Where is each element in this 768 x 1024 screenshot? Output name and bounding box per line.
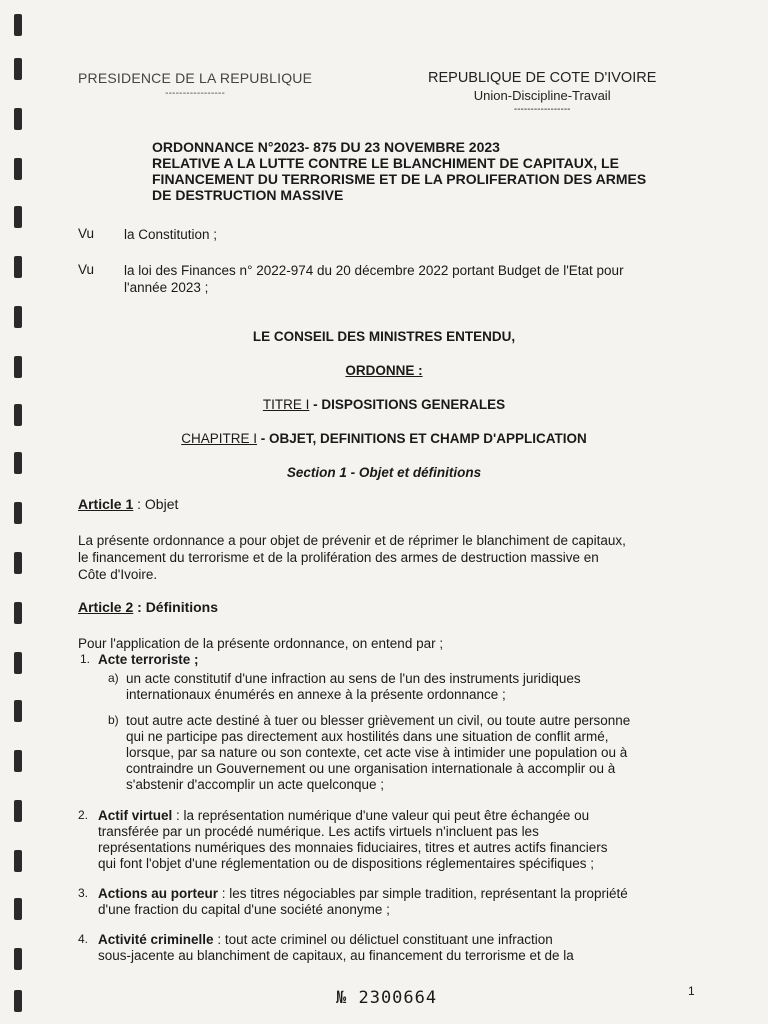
item-line: représentations numériques des monnaies fiduciaires, titres et autres actifs financiers bbox=[98, 840, 608, 855]
article-1-line: Côte d'Ivoire. bbox=[78, 567, 158, 582]
subitem-line: un acte constitutif d'une infraction au sens de l'un des instruments juridiques bbox=[126, 671, 581, 686]
item-line: qui font l'objet d'une réglementation ou de dispositions réglementaires spécifiques ; bbox=[98, 856, 594, 871]
item-line: d'une fraction du capital d'une société anonyme ; bbox=[98, 902, 390, 917]
chapitre-label: CHAPITRE I bbox=[181, 431, 258, 446]
title-line: RELATIVE A LA LUTTE CONTRE LE BLANCHIMENT DE CAPITAUX, LE bbox=[152, 155, 619, 171]
titre-text: - DISPOSITIONS GENERALES bbox=[309, 397, 506, 412]
item-line: sous-jacente au blanchiment de capitaux, au financement du terrorisme et de la bbox=[98, 948, 574, 963]
visa-line: la loi des Finances n° 2022-974 du 20 décembre 2022 portant Budget de l'Etat pour bbox=[124, 263, 624, 278]
article-1-title: : Objet bbox=[133, 496, 179, 512]
article-1-heading bbox=[78, 496, 178, 512]
presidency-title: PRESIDENCE DE LA REPUBLIQUE bbox=[78, 70, 313, 86]
item-actif-virtuel bbox=[98, 808, 698, 872]
title-line: DE DESTRUCTION MASSIVE bbox=[152, 187, 344, 203]
item-def: : tout acte criminel ou délictuel constituant une infraction bbox=[213, 932, 553, 947]
subitem-label: b) bbox=[108, 713, 119, 727]
subitem-line: internationaux énumérés en annexe à la présente ordonnance ; bbox=[126, 687, 506, 702]
item-term: Activité criminelle bbox=[98, 932, 214, 947]
visa-line: l'année 2023 ; bbox=[124, 280, 209, 295]
subitem-line: s'abstenir d'accomplir un acte quelconque ; bbox=[126, 777, 385, 792]
article-1-body bbox=[78, 532, 698, 583]
article-1-label: Article 1 bbox=[78, 496, 134, 512]
ordonne-heading: ORDONNE : bbox=[345, 363, 423, 378]
titre-heading bbox=[0, 397, 768, 412]
item-activite-criminelle bbox=[98, 932, 698, 964]
subitem-b bbox=[126, 713, 698, 793]
item-term: Actions au porteur bbox=[98, 886, 219, 901]
item-number: 1. bbox=[80, 652, 91, 666]
document-serial-number: № 2300664 bbox=[336, 988, 438, 1008]
item-def: : les titres négociables par simple tradition, représentant la propriété bbox=[218, 886, 628, 901]
subitem-line: lorsque, par sa nature ou son contexte, cet acte vise à intimider une population ou à bbox=[126, 745, 628, 760]
visa-finance-law bbox=[124, 262, 624, 296]
article-2-intro: Pour l'application de la présente ordonnance, on entend par ; bbox=[78, 636, 444, 651]
item-line: transférée par un procédé numérique. Les actifs virtuels n'incluent pas les bbox=[98, 824, 539, 839]
item-actions-porteur bbox=[98, 886, 698, 918]
article-2-title: : Définitions bbox=[133, 599, 219, 615]
title-line: ORDONNANCE N°2023- 875 DU 23 NOVEMBRE 2023 bbox=[152, 139, 500, 155]
article-1-line: La présente ordonnance a pour objet de prévenir et de réprimer le blanchiment de capitaux, bbox=[78, 533, 626, 548]
header-presidency bbox=[78, 70, 312, 99]
visa-label: Vu bbox=[78, 226, 95, 241]
titre-label: TITRE I bbox=[262, 397, 310, 412]
item-number: 3. bbox=[78, 886, 89, 900]
subitem-label: a) bbox=[108, 671, 119, 685]
article-2-heading bbox=[78, 599, 218, 615]
presidency-rule: ----------------- bbox=[165, 88, 226, 99]
article-1-line: le financement du terrorisme et de la prolifération des armes de destruction massive en bbox=[78, 550, 599, 565]
visa-label: Vu bbox=[78, 262, 95, 277]
subitem-a bbox=[126, 671, 698, 703]
visa-constitution: la Constitution ; bbox=[124, 227, 218, 242]
page-number: 1 bbox=[688, 984, 695, 998]
header-republic bbox=[428, 70, 656, 115]
republic-motto: Union-Discipline-Travail bbox=[473, 88, 611, 103]
chapitre-heading bbox=[0, 431, 768, 446]
section-heading: Section 1 - Objet et définitions bbox=[286, 465, 482, 480]
chapitre-text: - OBJET, DEFINITIONS ET CHAMP D'APPLICATION bbox=[257, 431, 587, 446]
item-term: Actif virtuel bbox=[98, 808, 173, 823]
item-number: 2. bbox=[78, 808, 89, 822]
title-line: FINANCEMENT DU TERRORISME ET DE LA PROLIFERATION DES ARMES bbox=[152, 171, 647, 187]
subitem-line: qui ne participe pas directement aux hostilités dans une situation de conflit armé, bbox=[126, 729, 609, 744]
item-number: 4. bbox=[78, 932, 89, 946]
republic-rule: ----------------- bbox=[513, 104, 571, 115]
item-def: : la représentation numérique d'une valeur qui peut être échangée ou bbox=[172, 808, 590, 823]
item-term-acte-terroriste: Acte terroriste ; bbox=[98, 652, 199, 667]
subitem-line: contraindre un Gouvernement ou une organisation internationale à accomplir ou à bbox=[126, 761, 616, 776]
council-heard: LE CONSEIL DES MINISTRES ENTENDU, bbox=[252, 329, 516, 344]
ordinance-title bbox=[152, 139, 707, 203]
republic-title: REPUBLIQUE DE COTE D'IVOIRE bbox=[428, 70, 657, 86]
subitem-line: tout autre acte destiné à tuer ou blesser grièvement un civil, ou toute autre personne bbox=[126, 713, 631, 728]
article-2-label: Article 2 bbox=[78, 599, 134, 615]
